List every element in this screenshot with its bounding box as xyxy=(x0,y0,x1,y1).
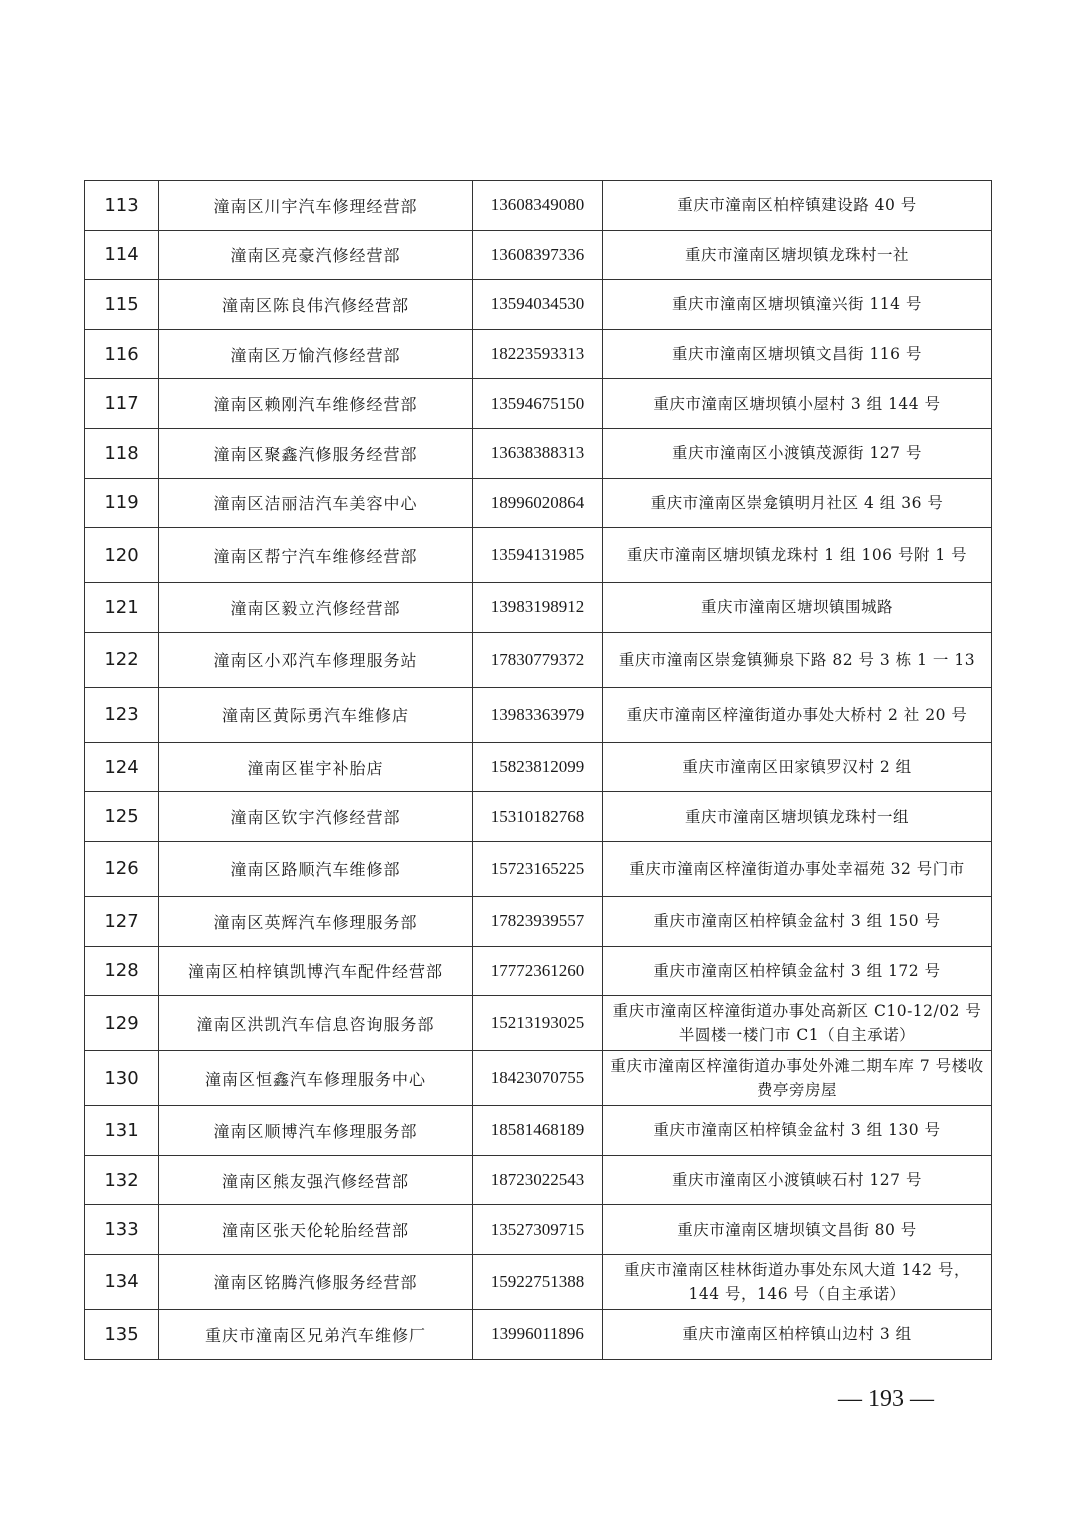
phone-number: 13996011896 xyxy=(473,1309,603,1359)
row-number: 130 xyxy=(85,1051,159,1106)
address: 重庆市潼南区塘坝镇围城路 xyxy=(603,583,992,633)
phone-number: 13983198912 xyxy=(473,583,603,633)
phone-number: 13983363979 xyxy=(473,687,603,742)
business-name: 潼南区顺博汽车修理服务部 xyxy=(159,1106,473,1156)
business-name: 潼南区柏梓镇凯博汽车配件经营部 xyxy=(159,946,473,996)
address: 重庆市潼南区小渡镇峡石村 127 号 xyxy=(603,1155,992,1205)
table-row xyxy=(85,280,992,330)
phone-number: 18423070755 xyxy=(473,1051,603,1106)
row-number: 119 xyxy=(85,478,159,528)
table-row xyxy=(85,379,992,429)
address: 重庆市潼南区塘坝镇小屋村 3 组 144 号 xyxy=(603,379,992,429)
table-row xyxy=(85,230,992,280)
row-number: 131 xyxy=(85,1106,159,1156)
address: 重庆市潼南区柏梓镇建设路 40 号 xyxy=(603,181,992,231)
row-number: 116 xyxy=(85,329,159,379)
address: 重庆市潼南区梓潼街道办事处高新区 C10-12/02 号半圆楼一楼门市 C1（自主承诺） xyxy=(603,996,992,1051)
row-number: 129 xyxy=(85,996,159,1051)
address: 重庆市潼南区塘坝镇龙珠村 1 组 106 号附 1 号 xyxy=(603,528,992,583)
table-row xyxy=(85,996,992,1051)
phone-number: 18581468189 xyxy=(473,1106,603,1156)
address: 重庆市潼南区塘坝镇文昌街 80 号 xyxy=(603,1205,992,1255)
table-row xyxy=(85,632,992,687)
table-row xyxy=(85,896,992,946)
page-number: — 193 — xyxy=(838,1386,934,1412)
business-name: 潼南区恒鑫汽车修理服务中心 xyxy=(159,1051,473,1106)
phone-number: 15723165225 xyxy=(473,841,603,896)
repair-shop-table xyxy=(84,180,992,1360)
business-name: 潼南区毅立汽修经营部 xyxy=(159,583,473,633)
row-number: 117 xyxy=(85,379,159,429)
phone-number: 13594131985 xyxy=(473,528,603,583)
table-row xyxy=(85,1309,992,1359)
address: 重庆市潼南区桂林街道办事处东风大道 142 号，144 号，146 号（自主承诺） xyxy=(603,1254,992,1309)
row-number: 132 xyxy=(85,1155,159,1205)
row-number: 126 xyxy=(85,841,159,896)
address: 重庆市潼南区梓潼街道办事处大桥村 2 社 20 号 xyxy=(603,687,992,742)
business-name: 潼南区钦宇汽修经营部 xyxy=(159,792,473,842)
business-name: 潼南区小邓汽车修理服务站 xyxy=(159,632,473,687)
table-row xyxy=(85,1205,992,1255)
address: 重庆市潼南区塘坝镇龙珠村一组 xyxy=(603,792,992,842)
row-number: 133 xyxy=(85,1205,159,1255)
business-name: 潼南区熊友强汽修经营部 xyxy=(159,1155,473,1205)
business-name: 潼南区聚鑫汽修服务经营部 xyxy=(159,428,473,478)
address: 重庆市潼南区田家镇罗汉村 2 组 xyxy=(603,742,992,792)
phone-number: 13594034530 xyxy=(473,280,603,330)
table-row xyxy=(85,583,992,633)
business-name: 潼南区张天伦轮胎经营部 xyxy=(159,1205,473,1255)
table-row xyxy=(85,792,992,842)
row-number: 127 xyxy=(85,896,159,946)
row-number: 125 xyxy=(85,792,159,842)
table-row xyxy=(85,742,992,792)
business-name: 潼南区崔宇补胎店 xyxy=(159,742,473,792)
phone-number: 15823812099 xyxy=(473,742,603,792)
phone-number: 13594675150 xyxy=(473,379,603,429)
address: 重庆市潼南区小渡镇茂源街 127 号 xyxy=(603,428,992,478)
business-name: 潼南区帮宁汽车维修经营部 xyxy=(159,528,473,583)
row-number: 124 xyxy=(85,742,159,792)
table-row xyxy=(85,1155,992,1205)
business-name: 潼南区洪凯汽车信息咨询服务部 xyxy=(159,996,473,1051)
row-number: 115 xyxy=(85,280,159,330)
table-row xyxy=(85,841,992,896)
phone-number: 15922751388 xyxy=(473,1254,603,1309)
business-name: 潼南区路顺汽车维修部 xyxy=(159,841,473,896)
address: 重庆市潼南区梓潼街道办事处幸福苑 32 号门市 xyxy=(603,841,992,896)
address: 重庆市潼南区崇龛镇狮泉下路 82 号 3 栋 1 一 13 xyxy=(603,632,992,687)
phone-number: 13608349080 xyxy=(473,181,603,231)
phone-number: 17823939557 xyxy=(473,896,603,946)
address: 重庆市潼南区塘坝镇潼兴街 114 号 xyxy=(603,280,992,330)
business-name: 潼南区黄际勇汽车维修店 xyxy=(159,687,473,742)
business-name: 潼南区陈良伟汽修经营部 xyxy=(159,280,473,330)
table-row xyxy=(85,1051,992,1106)
business-name: 潼南区亮豪汽修经营部 xyxy=(159,230,473,280)
phone-number: 18223593313 xyxy=(473,329,603,379)
table-row xyxy=(85,687,992,742)
row-number: 128 xyxy=(85,946,159,996)
table-row xyxy=(85,181,992,231)
address: 重庆市潼南区塘坝镇文昌街 116 号 xyxy=(603,329,992,379)
row-number: 114 xyxy=(85,230,159,280)
phone-number: 13608397336 xyxy=(473,230,603,280)
table-row xyxy=(85,1254,992,1309)
business-name: 潼南区铭腾汽修服务经营部 xyxy=(159,1254,473,1309)
address: 重庆市潼南区柏梓镇山边村 3 组 xyxy=(603,1309,992,1359)
business-name: 潼南区英辉汽车修理服务部 xyxy=(159,896,473,946)
phone-number: 13638388313 xyxy=(473,428,603,478)
phone-number: 18996020864 xyxy=(473,478,603,528)
row-number: 123 xyxy=(85,687,159,742)
address: 重庆市潼南区梓潼街道办事处外滩二期车库 7 号楼收费亭旁房屋 xyxy=(603,1051,992,1106)
table-row xyxy=(85,946,992,996)
table-row xyxy=(85,1106,992,1156)
business-name: 潼南区赖刚汽车维修经营部 xyxy=(159,379,473,429)
row-number: 122 xyxy=(85,632,159,687)
row-number: 135 xyxy=(85,1309,159,1359)
phone-number: 13527309715 xyxy=(473,1205,603,1255)
row-number: 134 xyxy=(85,1254,159,1309)
business-name: 潼南区洁丽洁汽车美容中心 xyxy=(159,478,473,528)
phone-number: 15213193025 xyxy=(473,996,603,1051)
row-number: 121 xyxy=(85,583,159,633)
address: 重庆市潼南区塘坝镇龙珠村一社 xyxy=(603,230,992,280)
table-row xyxy=(85,478,992,528)
address: 重庆市潼南区崇龛镇明月社区 4 组 36 号 xyxy=(603,478,992,528)
table-row xyxy=(85,329,992,379)
business-name: 重庆市潼南区兄弟汽车维修厂 xyxy=(159,1309,473,1359)
phone-number: 17772361260 xyxy=(473,946,603,996)
row-number: 118 xyxy=(85,428,159,478)
address: 重庆市潼南区柏梓镇金盆村 3 组 172 号 xyxy=(603,946,992,996)
table-row xyxy=(85,428,992,478)
phone-number: 17830779372 xyxy=(473,632,603,687)
business-name: 潼南区川宇汽车修理经营部 xyxy=(159,181,473,231)
phone-number: 15310182768 xyxy=(473,792,603,842)
row-number: 113 xyxy=(85,181,159,231)
address: 重庆市潼南区柏梓镇金盆村 3 组 130 号 xyxy=(603,1106,992,1156)
row-number: 120 xyxy=(85,528,159,583)
business-name: 潼南区万愉汽修经营部 xyxy=(159,329,473,379)
phone-number: 18723022543 xyxy=(473,1155,603,1205)
table-row xyxy=(85,528,992,583)
address: 重庆市潼南区柏梓镇金盆村 3 组 150 号 xyxy=(603,896,992,946)
